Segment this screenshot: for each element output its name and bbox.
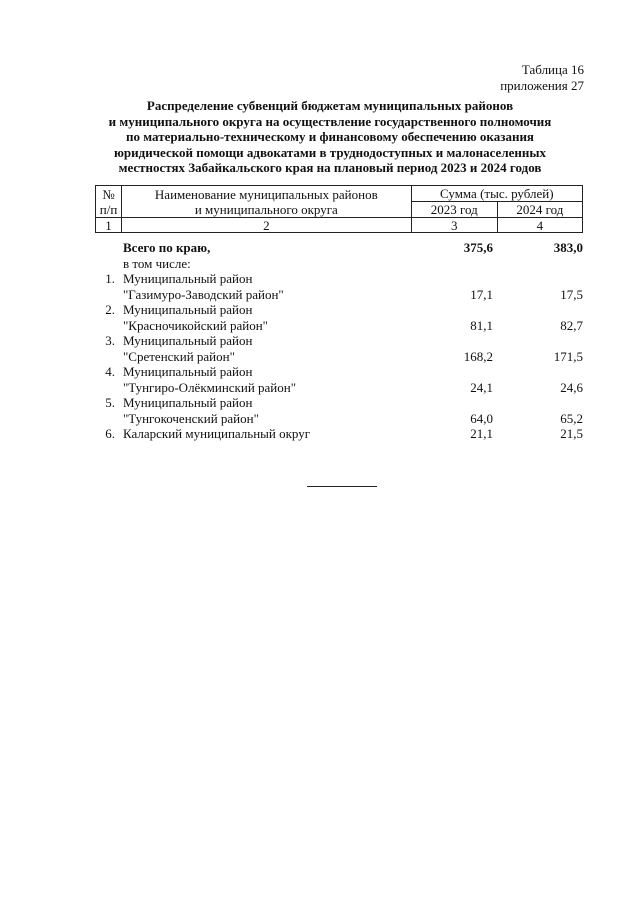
row-value-2023: 168,2 — [463, 348, 493, 364]
table-row — [95, 287, 583, 303]
column-index: 1 — [96, 218, 122, 233]
row-name-line2: "Сретенский район" — [123, 348, 235, 364]
total-2024: 383,0 — [553, 240, 583, 255]
title-line: и муниципального округа на осуществление государственного полномочия — [108, 113, 552, 129]
table-row — [95, 349, 583, 365]
row-value-2023: 17,1 — [470, 286, 493, 302]
total-label: Всего по краю, — [123, 240, 211, 255]
column-index: 4 — [497, 218, 582, 233]
row-value-2024: 171,5 — [553, 348, 583, 364]
row-name-line2: "Красночикойский район" — [123, 317, 268, 333]
row-name-line1: Каларский муниципальный округ — [123, 426, 311, 441]
row-number: 5. — [105, 395, 115, 410]
total-row — [95, 240, 583, 256]
row-name-line2: "Газимуро-Заводский район" — [123, 286, 284, 302]
row-name-line1: Муниципальный район — [123, 364, 253, 379]
table-body — [95, 240, 583, 442]
title-line: Распределение субвенций бюджетам муниципальных районов — [146, 98, 514, 113]
table-row — [95, 271, 583, 287]
row-name-line1: Муниципальный район — [123, 333, 253, 348]
column-index: 2 — [122, 218, 412, 233]
title-line: местностях Забайкальского края на плановый период 2023 и 2024 годов — [118, 160, 542, 176]
table-row — [95, 318, 583, 334]
table-number: Таблица 16 — [521, 62, 584, 77]
header-num — [96, 186, 122, 218]
row-value-2023: 21,1 — [470, 426, 493, 441]
row-number: 6. — [105, 426, 115, 441]
subtotal-note-row — [95, 256, 583, 272]
row-value-2024: 24,6 — [560, 379, 583, 395]
row-name-line1: Муниципальный район — [123, 395, 253, 410]
row-number: 1. — [105, 271, 115, 286]
table-row — [95, 380, 583, 396]
document-title — [80, 98, 580, 176]
table-caption — [500, 62, 584, 93]
row-value-2023: 24,1 — [470, 379, 493, 395]
row-name-line1: Муниципальный район — [123, 302, 253, 317]
header-num-line2: п/п — [99, 201, 118, 217]
table-header — [95, 185, 583, 233]
row-name-line2: "Тунгиро-Олёкминский район" — [123, 379, 297, 395]
table-row — [95, 302, 583, 318]
column-index: 3 — [411, 218, 497, 233]
header-year-2024: 2024 год — [497, 202, 582, 218]
header-name-line2: и муниципального округа — [194, 201, 338, 217]
row-name-line2: "Тунгокоченский район" — [123, 410, 259, 426]
table-row — [95, 364, 583, 380]
row-name-line1: Муниципальный район — [123, 271, 253, 286]
table-row — [95, 426, 583, 442]
header-sum: Сумма (тыс. рублей) — [411, 186, 582, 202]
row-value-2023: 64,0 — [470, 410, 493, 426]
row-value-2023: 81,1 — [470, 317, 493, 333]
header-name — [122, 186, 412, 218]
row-value-2024: 82,7 — [560, 317, 583, 333]
total-2023: 375,6 — [463, 240, 493, 255]
row-value-2024: 21,5 — [560, 426, 583, 441]
header-name-line1: Наименование муниципальных районов — [154, 186, 378, 202]
header-year-2023: 2023 год — [411, 202, 497, 218]
end-separator-line — [307, 486, 377, 487]
table-row — [95, 411, 583, 427]
header-num-line1: № — [102, 186, 115, 202]
table-row — [95, 395, 583, 411]
row-number: 4. — [105, 364, 115, 379]
row-value-2024: 17,5 — [560, 286, 583, 302]
subtotal-note: в том числе: — [123, 255, 191, 271]
row-number: 2. — [105, 302, 115, 317]
title-line: по материально-техническому и финансовому обеспечению оказания — [126, 129, 534, 145]
table-row — [95, 333, 583, 349]
appendix-number: приложения 27 — [500, 77, 584, 93]
row-value-2024: 65,2 — [560, 410, 583, 426]
row-number: 3. — [105, 333, 115, 348]
title-line: юридической помощи адвокатами в труднодоступных и малонаселенных — [113, 144, 547, 160]
